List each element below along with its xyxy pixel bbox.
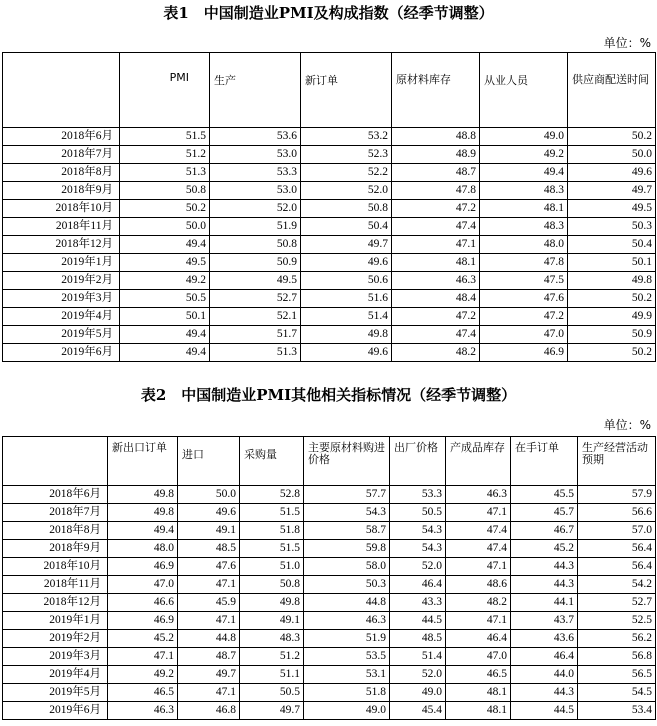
table1-header-raw-material-inventory bbox=[392, 53, 480, 128]
table1-cell: 51.3 bbox=[120, 164, 210, 182]
table2-cell: 46.3 bbox=[446, 486, 511, 504]
table1-cell: 48.7 bbox=[392, 164, 480, 182]
table1-row bbox=[3, 164, 656, 182]
table1-cell: 48.3 bbox=[480, 218, 568, 236]
table1-row bbox=[3, 146, 656, 164]
table1-cell: 49.7 bbox=[568, 182, 656, 200]
table1-row-label: 2018年8月 bbox=[3, 164, 120, 182]
table1-cell: 47.2 bbox=[392, 200, 480, 218]
table1-row bbox=[3, 344, 656, 362]
table1-cell: 49.4 bbox=[120, 326, 210, 344]
table2-cell: 48.7 bbox=[178, 648, 240, 666]
table2-cell: 58.7 bbox=[304, 522, 390, 540]
table1-row-label: 2018年9月 bbox=[3, 182, 120, 200]
table2-cell: 48.3 bbox=[240, 630, 304, 648]
table1-cell: 52.0 bbox=[301, 182, 392, 200]
table1-row-label: 2019年2月 bbox=[3, 272, 120, 290]
table2-cell: 46.4 bbox=[511, 648, 578, 666]
table1-cell: 49.4 bbox=[120, 344, 210, 362]
table2-header-business-expectations: 生产经营活动预期 bbox=[578, 437, 656, 486]
table2-cell: 47.6 bbox=[178, 558, 240, 576]
table2-cell: 49.1 bbox=[240, 612, 304, 630]
table2-row bbox=[3, 594, 656, 612]
table2-cell: 53.4 bbox=[578, 702, 656, 720]
table2-row bbox=[3, 504, 656, 522]
table2-row bbox=[3, 576, 656, 594]
table2-row-label: 2019年6月 bbox=[3, 702, 108, 720]
table1-cell: 52.3 bbox=[301, 146, 392, 164]
table2-cell: 44.0 bbox=[511, 666, 578, 684]
table2-header-purchases: 采购量 bbox=[240, 437, 304, 486]
table1 bbox=[2, 52, 656, 362]
table2 bbox=[2, 436, 656, 720]
table1-cell: 47.4 bbox=[392, 218, 480, 236]
table2-cell: 52.0 bbox=[390, 666, 446, 684]
table1-cell: 49.2 bbox=[480, 146, 568, 164]
table2-cell: 51.0 bbox=[240, 558, 304, 576]
table2-cell: 51.8 bbox=[240, 522, 304, 540]
table1-row bbox=[3, 254, 656, 272]
table2-cell: 46.6 bbox=[108, 594, 178, 612]
table1-cell: 47.8 bbox=[480, 254, 568, 272]
table1-cell: 51.5 bbox=[120, 128, 210, 146]
table1-cell: 49.6 bbox=[301, 254, 392, 272]
table2-row bbox=[3, 612, 656, 630]
table1-cell: 50.2 bbox=[120, 200, 210, 218]
table2-row bbox=[3, 702, 656, 720]
table2-cell: 49.0 bbox=[390, 684, 446, 702]
table2-cell: 49.8 bbox=[108, 504, 178, 522]
table2-cell: 56.4 bbox=[578, 558, 656, 576]
table1-cell: 53.0 bbox=[210, 146, 301, 164]
table1-row bbox=[3, 200, 656, 218]
table2-cell: 49.6 bbox=[178, 504, 240, 522]
table2-row bbox=[3, 486, 656, 504]
table2-cell: 57.9 bbox=[578, 486, 656, 504]
table1-cell: 52.1 bbox=[210, 308, 301, 326]
table1-cell: 47.2 bbox=[392, 308, 480, 326]
table2-row bbox=[3, 540, 656, 558]
table2-row bbox=[3, 648, 656, 666]
table2-cell: 44.3 bbox=[511, 558, 578, 576]
table2-cell: 48.6 bbox=[446, 576, 511, 594]
table1-row-label: 2018年10月 bbox=[3, 200, 120, 218]
table2-cell: 43.3 bbox=[390, 594, 446, 612]
table1-cell: 47.0 bbox=[480, 326, 568, 344]
table2-cell: 46.8 bbox=[178, 702, 240, 720]
table2-row bbox=[3, 666, 656, 684]
table1-cell: 47.8 bbox=[392, 182, 480, 200]
table2-cell: 49.0 bbox=[304, 702, 390, 720]
table2-cell: 47.0 bbox=[446, 648, 511, 666]
table1-header-supplier-delivery-text: 供应商配送时间 bbox=[572, 73, 649, 86]
table2-cell: 46.3 bbox=[108, 702, 178, 720]
table2-cell: 58.0 bbox=[304, 558, 390, 576]
table2-cell: 44.1 bbox=[511, 594, 578, 612]
table1-cell: 50.8 bbox=[120, 182, 210, 200]
table2-cell: 47.4 bbox=[446, 522, 511, 540]
table2-cell: 57.0 bbox=[578, 522, 656, 540]
table2-cell: 53.5 bbox=[304, 648, 390, 666]
table1-cell: 48.9 bbox=[392, 146, 480, 164]
table1-cell: 52.0 bbox=[210, 200, 301, 218]
table1-cell: 53.3 bbox=[210, 164, 301, 182]
table1-cell: 53.2 bbox=[301, 128, 392, 146]
table2-cell: 46.5 bbox=[108, 684, 178, 702]
table1-cell: 50.0 bbox=[120, 218, 210, 236]
table1-row bbox=[3, 308, 656, 326]
table2-cell: 49.8 bbox=[108, 486, 178, 504]
table1-header-new-orders: 新订单 bbox=[301, 53, 392, 128]
table1-header-supplier-delivery bbox=[568, 53, 656, 128]
table1-cell: 49.4 bbox=[120, 236, 210, 254]
table1-cell: 50.9 bbox=[210, 254, 301, 272]
table1-cell: 46.9 bbox=[480, 344, 568, 362]
table2-cell: 51.2 bbox=[240, 648, 304, 666]
table2-cell: 52.7 bbox=[578, 594, 656, 612]
table2-cell: 47.1 bbox=[446, 612, 511, 630]
table2-cell: 48.5 bbox=[178, 540, 240, 558]
table2-cell: 46.4 bbox=[446, 630, 511, 648]
table2-header-finished-goods-inventory: 产成品库存 bbox=[446, 437, 511, 486]
table2-cell: 54.3 bbox=[390, 522, 446, 540]
table2-cell: 54.3 bbox=[390, 540, 446, 558]
table2-row-label: 2018年9月 bbox=[3, 540, 108, 558]
table1-cell: 49.9 bbox=[568, 308, 656, 326]
table2-cell: 52.8 bbox=[240, 486, 304, 504]
table2-cell: 49.2 bbox=[108, 666, 178, 684]
table2-cell: 47.1 bbox=[108, 648, 178, 666]
table2-row bbox=[3, 684, 656, 702]
table1-row bbox=[3, 272, 656, 290]
table2-cell: 47.4 bbox=[446, 540, 511, 558]
table1-row bbox=[3, 128, 656, 146]
table2-cell: 45.2 bbox=[108, 630, 178, 648]
table2-unit: 单位：% bbox=[603, 418, 651, 432]
table1-header-employment: 从业人员 bbox=[480, 53, 568, 128]
table1-cell: 52.7 bbox=[210, 290, 301, 308]
table1-row bbox=[3, 326, 656, 344]
table2-row-label: 2019年3月 bbox=[3, 648, 108, 666]
table1-cell: 49.6 bbox=[301, 344, 392, 362]
table2-cell: 50.8 bbox=[240, 576, 304, 594]
table2-cell: 49.1 bbox=[178, 522, 240, 540]
table2-row-label: 2018年10月 bbox=[3, 558, 108, 576]
table2-cell: 47.1 bbox=[178, 576, 240, 594]
table2-row bbox=[3, 630, 656, 648]
table2-cell: 44.8 bbox=[178, 630, 240, 648]
table1-row-label: 2019年5月 bbox=[3, 326, 120, 344]
table2-cell: 51.1 bbox=[240, 666, 304, 684]
table1-cell: 47.6 bbox=[480, 290, 568, 308]
table2-cell: 49.8 bbox=[240, 594, 304, 612]
table2-cell: 44.3 bbox=[511, 576, 578, 594]
table2-cell: 50.3 bbox=[304, 576, 390, 594]
table1-row bbox=[3, 236, 656, 254]
table2-cell: 53.3 bbox=[390, 486, 446, 504]
table2-cell: 56.8 bbox=[578, 648, 656, 666]
table1-header-raw-material-inventory-text: 原材料库存 bbox=[396, 73, 451, 86]
table2-cell: 47.1 bbox=[178, 612, 240, 630]
table2-header-output-prices: 出厂价格 bbox=[390, 437, 446, 486]
table2-cell: 45.4 bbox=[390, 702, 446, 720]
table1-row-label: 2018年6月 bbox=[3, 128, 120, 146]
table1-cell: 53.0 bbox=[210, 182, 301, 200]
table2-cell: 52.0 bbox=[390, 558, 446, 576]
table1-cell: 50.8 bbox=[301, 200, 392, 218]
table2-cell: 43.6 bbox=[511, 630, 578, 648]
table2-cell: 45.7 bbox=[511, 504, 578, 522]
table1-cell: 50.3 bbox=[568, 218, 656, 236]
table1-cell: 51.4 bbox=[301, 308, 392, 326]
table2-header-backlog-orders: 在手订单 bbox=[511, 437, 578, 486]
table1-cell: 47.1 bbox=[392, 236, 480, 254]
table2-header-row bbox=[3, 437, 656, 486]
table2-cell: 56.2 bbox=[578, 630, 656, 648]
table1-cell: 49.5 bbox=[568, 200, 656, 218]
table2-cell: 51.5 bbox=[240, 540, 304, 558]
table2-row bbox=[3, 558, 656, 576]
table2-row-label: 2019年2月 bbox=[3, 630, 108, 648]
table1-cell: 49.7 bbox=[301, 236, 392, 254]
table1-cell: 49.0 bbox=[480, 128, 568, 146]
table2-header-input-prices: 主要原材料购进价格 bbox=[304, 437, 390, 486]
table2-cell: 43.7 bbox=[511, 612, 578, 630]
table2-row-label: 2019年4月 bbox=[3, 666, 108, 684]
table1-header-row bbox=[3, 53, 656, 128]
table1-cell: 48.4 bbox=[392, 290, 480, 308]
table2-cell: 50.0 bbox=[178, 486, 240, 504]
table1-cell: 49.4 bbox=[480, 164, 568, 182]
table1-cell: 50.5 bbox=[120, 290, 210, 308]
table2-cell: 54.5 bbox=[578, 684, 656, 702]
table2-cell: 50.5 bbox=[240, 684, 304, 702]
table1-header-production: 生产 bbox=[210, 53, 301, 128]
table1-cell: 48.0 bbox=[480, 236, 568, 254]
table1-cell: 50.2 bbox=[568, 128, 656, 146]
table2-cell: 45.5 bbox=[511, 486, 578, 504]
table1-cell: 49.5 bbox=[120, 254, 210, 272]
table2-row-label: 2018年11月 bbox=[3, 576, 108, 594]
table1-cell: 48.3 bbox=[480, 182, 568, 200]
table2-cell: 44.3 bbox=[511, 684, 578, 702]
table2-cell: 45.2 bbox=[511, 540, 578, 558]
table1-cell: 48.1 bbox=[392, 254, 480, 272]
table1-corner bbox=[3, 53, 120, 128]
table1-cell: 50.4 bbox=[568, 236, 656, 254]
table1-cell: 50.0 bbox=[568, 146, 656, 164]
table1-cell: 49.6 bbox=[568, 164, 656, 182]
table1-row bbox=[3, 290, 656, 308]
table1-cell: 50.8 bbox=[210, 236, 301, 254]
table1-cell: 51.2 bbox=[120, 146, 210, 164]
table2-cell: 50.5 bbox=[390, 504, 446, 522]
table2-row-label: 2018年7月 bbox=[3, 504, 108, 522]
table2-cell: 44.8 bbox=[304, 594, 390, 612]
table2-header-new-export-orders: 新出口订单 bbox=[108, 437, 178, 486]
table2-cell: 44.5 bbox=[511, 702, 578, 720]
table1-cell: 51.6 bbox=[301, 290, 392, 308]
table1-row-label: 2018年7月 bbox=[3, 146, 120, 164]
table2-cell: 46.5 bbox=[446, 666, 511, 684]
table2-cell: 46.7 bbox=[511, 522, 578, 540]
table1-title: 表1 中国制造业PMI及构成指数（经季节调整） bbox=[163, 4, 494, 22]
table1-cell: 50.2 bbox=[568, 290, 656, 308]
table2-cell: 57.7 bbox=[304, 486, 390, 504]
table2-corner bbox=[3, 437, 108, 486]
table2-cell: 48.1 bbox=[446, 684, 511, 702]
table1-cell: 51.3 bbox=[210, 344, 301, 362]
table1-cell: 49.8 bbox=[301, 326, 392, 344]
table1-unit: 单位：% bbox=[603, 36, 651, 50]
table1-cell: 47.5 bbox=[480, 272, 568, 290]
table2-cell: 46.9 bbox=[108, 558, 178, 576]
table2-cell: 46.3 bbox=[304, 612, 390, 630]
table1-cell: 50.4 bbox=[301, 218, 392, 236]
table2-cell: 54.2 bbox=[578, 576, 656, 594]
table2-row bbox=[3, 522, 656, 540]
table1-row bbox=[3, 182, 656, 200]
table1-cell: 48.2 bbox=[392, 344, 480, 362]
table2-cell: 46.9 bbox=[108, 612, 178, 630]
table2-cell: 48.2 bbox=[446, 594, 511, 612]
table1-row-label: 2019年6月 bbox=[3, 344, 120, 362]
table1-row-label: 2018年11月 bbox=[3, 218, 120, 236]
table2-cell: 53.1 bbox=[304, 666, 390, 684]
table2-cell: 48.5 bbox=[390, 630, 446, 648]
table2-row-label: 2018年6月 bbox=[3, 486, 108, 504]
table1-header-pmi: PMI bbox=[120, 53, 210, 128]
table2-cell: 49.4 bbox=[108, 522, 178, 540]
table2-cell: 51.9 bbox=[304, 630, 390, 648]
table2-cell: 47.1 bbox=[178, 684, 240, 702]
table1-cell: 50.9 bbox=[568, 326, 656, 344]
table2-cell: 48.1 bbox=[446, 702, 511, 720]
table2-row-label: 2018年12月 bbox=[3, 594, 108, 612]
table2-cell: 48.0 bbox=[108, 540, 178, 558]
table1-row-label: 2019年1月 bbox=[3, 254, 120, 272]
table1-cell: 49.8 bbox=[568, 272, 656, 290]
table2-cell: 47.0 bbox=[108, 576, 178, 594]
table2-header-imports: 进口 bbox=[178, 437, 240, 486]
table1-cell: 50.1 bbox=[568, 254, 656, 272]
table2-cell: 47.1 bbox=[446, 558, 511, 576]
table1-cell: 50.1 bbox=[120, 308, 210, 326]
table1-cell: 49.2 bbox=[120, 272, 210, 290]
table2-cell: 51.4 bbox=[390, 648, 446, 666]
table2-cell: 59.8 bbox=[304, 540, 390, 558]
table2-row-label: 2019年5月 bbox=[3, 684, 108, 702]
table2-cell: 47.1 bbox=[446, 504, 511, 522]
table1-cell: 50.2 bbox=[568, 344, 656, 362]
table1-cell: 49.5 bbox=[210, 272, 301, 290]
table2-cell: 51.8 bbox=[304, 684, 390, 702]
table2-cell: 51.5 bbox=[240, 504, 304, 522]
table1-cell: 48.1 bbox=[480, 200, 568, 218]
table2-cell: 49.7 bbox=[240, 702, 304, 720]
table1-cell: 47.2 bbox=[480, 308, 568, 326]
table2-cell: 46.4 bbox=[390, 576, 446, 594]
table2-cell: 52.5 bbox=[578, 612, 656, 630]
table2-cell: 45.9 bbox=[178, 594, 240, 612]
table1-row-label: 2019年4月 bbox=[3, 308, 120, 326]
table1-cell: 51.9 bbox=[210, 218, 301, 236]
table1-cell: 47.4 bbox=[392, 326, 480, 344]
table1-cell: 46.3 bbox=[392, 272, 480, 290]
table1-cell: 52.2 bbox=[301, 164, 392, 182]
table1-row-label: 2019年3月 bbox=[3, 290, 120, 308]
table2-cell: 56.6 bbox=[578, 504, 656, 522]
table2-cell: 56.4 bbox=[578, 540, 656, 558]
table2-row-label: 2018年8月 bbox=[3, 522, 108, 540]
table1-row-label: 2018年12月 bbox=[3, 236, 120, 254]
table1-cell: 50.6 bbox=[301, 272, 392, 290]
table2-cell: 49.7 bbox=[178, 666, 240, 684]
table2-cell: 56.5 bbox=[578, 666, 656, 684]
table1-cell: 51.7 bbox=[210, 326, 301, 344]
table2-title: 表2 中国制造业PMI其他相关指标情况（经季节调整） bbox=[140, 386, 517, 404]
table2-row-label: 2019年1月 bbox=[3, 612, 108, 630]
table2-cell: 54.3 bbox=[304, 504, 390, 522]
table2-cell: 44.5 bbox=[390, 612, 446, 630]
table1-row bbox=[3, 218, 656, 236]
table1-cell: 53.6 bbox=[210, 128, 301, 146]
table1-cell: 48.8 bbox=[392, 128, 480, 146]
